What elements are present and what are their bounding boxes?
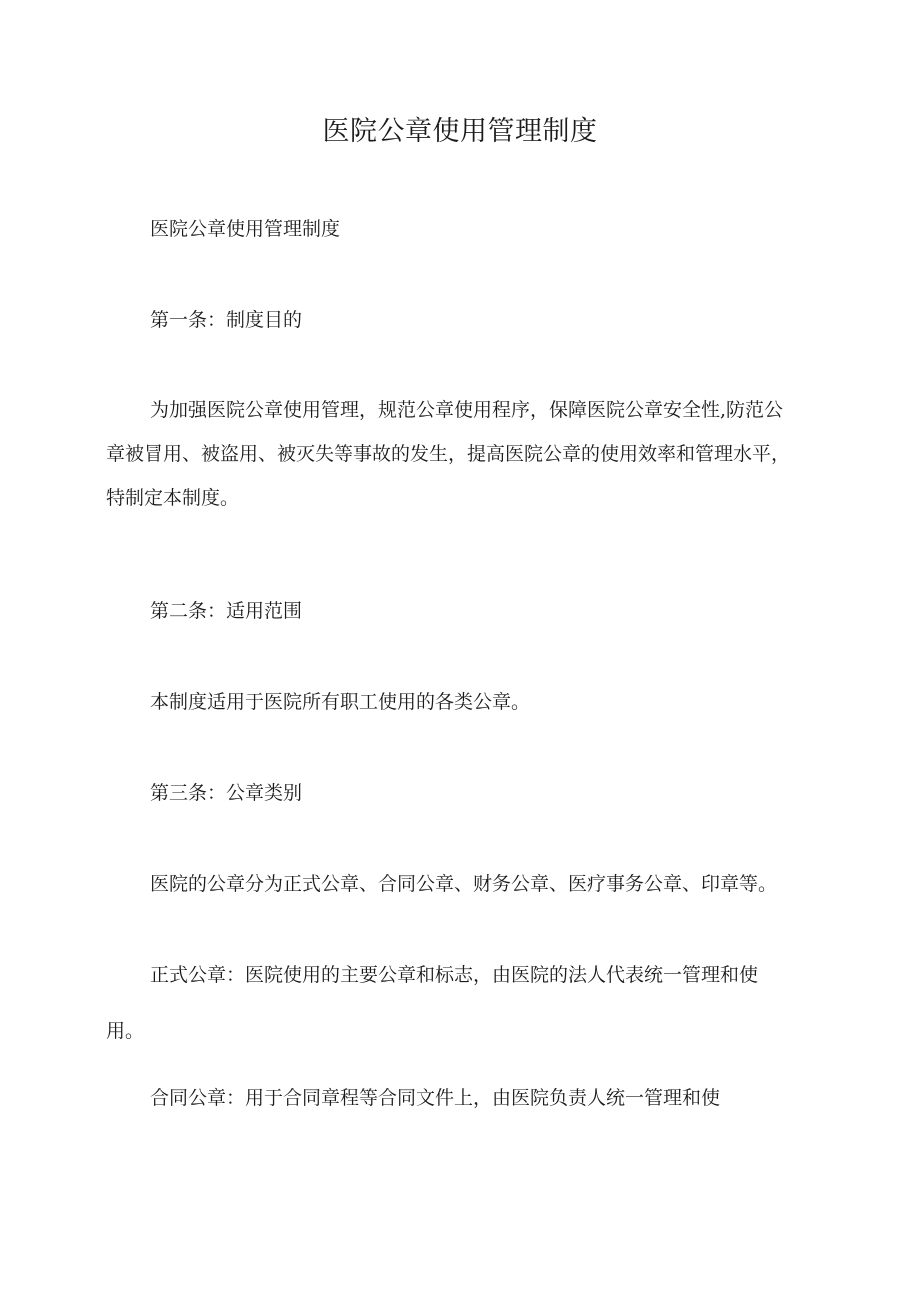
article1-body (106, 388, 826, 520)
article3-body: 医院的公章分为正式公章、合同公章、财务公章、医疗事务公章、印章等。 (150, 873, 778, 895)
article1-line-3: 特制定本制度。 (106, 487, 240, 509)
document-title: 医院公章使用管理制度 (322, 116, 598, 147)
article1-heading: 第一条：制度目的 (150, 309, 303, 331)
article2-body: 本制度适用于医院所有职工使用的各类公章。 (150, 691, 531, 713)
document-subtitle: 医院公章使用管理制度 (150, 218, 341, 240)
article1-line-2: 章被冒用、被盗用、被灭失等事故的发生，提高医院公章的使用效率和管理水平， (106, 443, 791, 465)
article2-heading: 第二条：适用范围 (150, 600, 303, 622)
official-seal-paragraph (106, 953, 826, 1053)
official-seal-line-2: 用。 (106, 1020, 145, 1042)
contract-seal-paragraph: 合同公章：用于合同章程等合同文件上，由医院负责人统一管理和使 (150, 1087, 721, 1109)
article3-heading: 第三条：公章类别 (150, 782, 303, 804)
official-seal-line-1: 正式公章：医院使用的主要公章和标志，由医院的法人代表统一管理和使 (150, 964, 759, 986)
article1-line-1: 为加强医院公章使用管理，规范公章使用程序，保障医院公章安全性,防范公 (150, 399, 784, 421)
